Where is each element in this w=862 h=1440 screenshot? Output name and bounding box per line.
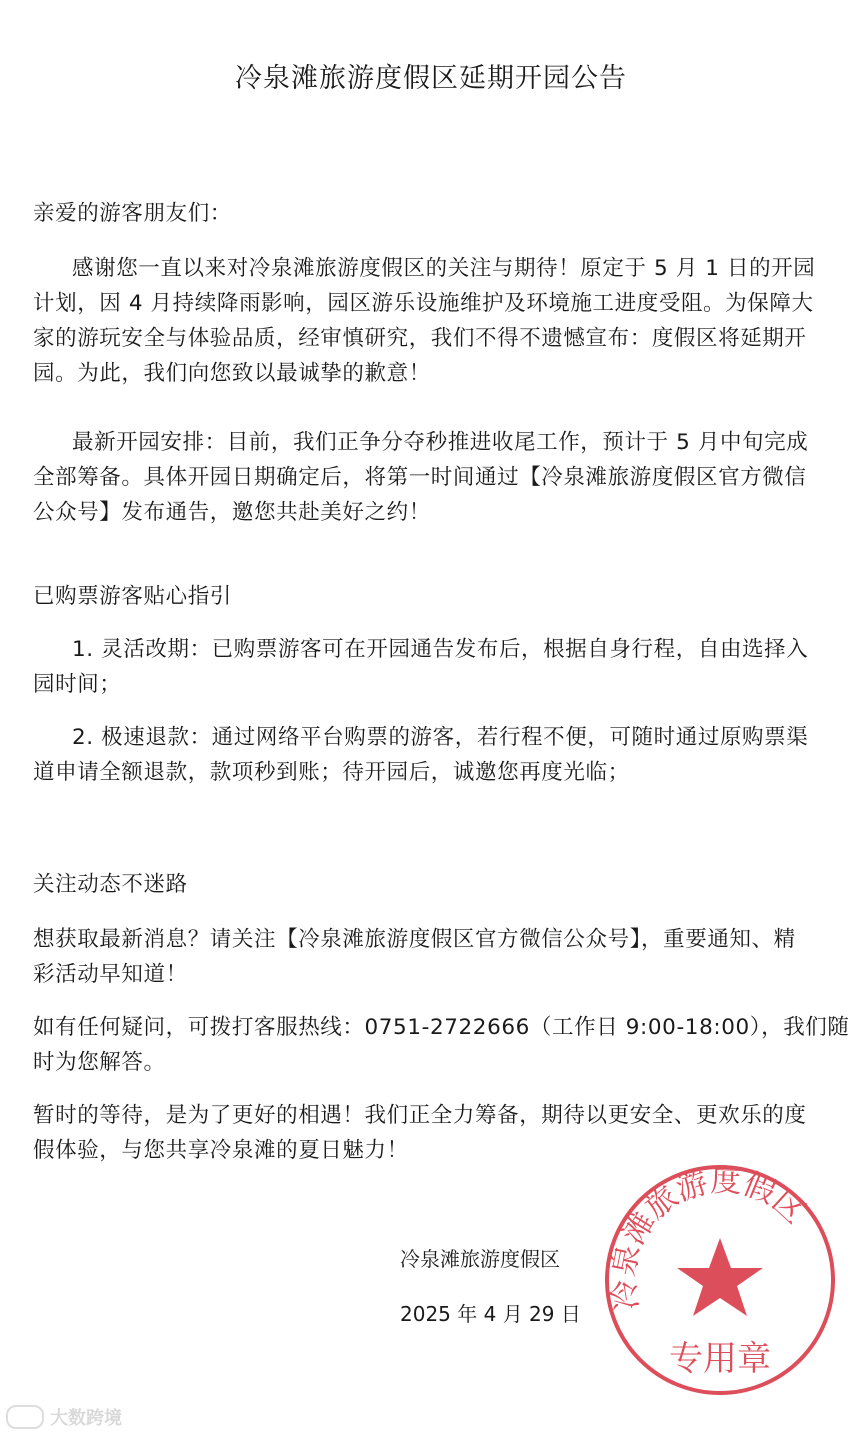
section-heading-follow: 关注动态不迷路	[33, 872, 188, 897]
hotline-line: 如有任何疑问，可拨打客服热线：0751-2722666（工作日 9:00-18:00），我们随	[33, 1015, 850, 1040]
official-seal	[600, 1160, 840, 1400]
seal-bottom-text: 专用章	[669, 1339, 771, 1379]
watermark-logo-icon	[6, 1405, 44, 1429]
guide-item-1: 1. 灵活改期：已购票游客可在开园通告发布后，根据自身行程，自由选择入	[72, 637, 809, 662]
star-icon	[677, 1238, 763, 1316]
section-heading-ticket-guide: 已购票游客贴心指引	[33, 584, 232, 609]
closing-line: 假体验，与您共享冷泉滩的夏日魅力！	[33, 1138, 409, 1163]
greeting: 亲爱的游客朋友们：	[33, 201, 232, 226]
guide-item-2: 2. 极速退款：通过网络平台购票的游客，若行程不便，可随时通过原购票渠	[72, 725, 809, 750]
signature-org: 冷泉滩旅游度假区	[400, 1247, 560, 1271]
watermark-text: 大数跨境	[50, 1408, 122, 1429]
para3-line: 彩活动早知道！	[33, 962, 188, 987]
hotline-line: 时为您解答。	[33, 1050, 166, 1075]
para1-line: 园。为此，我们向您致以最诚挚的歉意！	[33, 361, 431, 386]
para1-line: 感谢您一直以来对冷泉滩旅游度假区的关注与期待！原定于 5 月 1 日的开园	[72, 256, 816, 281]
para2-line: 最新开园安排：目前，我们正争分夺秒推进收尾工作，预计于 5 月中旬完成	[72, 430, 809, 455]
para2-line: 公众号】发布通告，邀您共赴美好之约！	[33, 500, 431, 525]
guide-item-1: 园时间；	[33, 672, 122, 697]
para3-line: 想获取最新消息？请关注【冷泉滩旅游度假区官方微信公众号】，重要通知、精	[33, 927, 796, 952]
para1-line: 计划，因 4 月持续降雨影响，园区游乐设施维护及环境施工进度受阻。为保障大	[33, 291, 814, 316]
para2-line: 全部筹备。具体开园日期确定后，将第一时间通过【冷泉滩旅游度假区官方微信	[33, 465, 807, 490]
signature-date: 2025 年 4 月 29 日	[400, 1302, 581, 1326]
watermark	[6, 1404, 122, 1430]
page-title: 冷泉滩旅游度假区延期开园公告	[235, 63, 627, 94]
guide-item-2: 道申请全额退款，款项秒到账；待开园后，诚邀您再度光临；	[33, 760, 630, 785]
para1-line: 家的游玩安全与体验品质，经审慎研究，我们不得不遗憾宣布：度假区将延期开	[33, 326, 807, 351]
closing-line: 暂时的等待，是为了更好的相遇！我们正全力筹备，期待以更安全、更欢乐的度	[33, 1103, 807, 1128]
seal-ring-text: 冷泉滩旅游度假区	[605, 1162, 813, 1313]
